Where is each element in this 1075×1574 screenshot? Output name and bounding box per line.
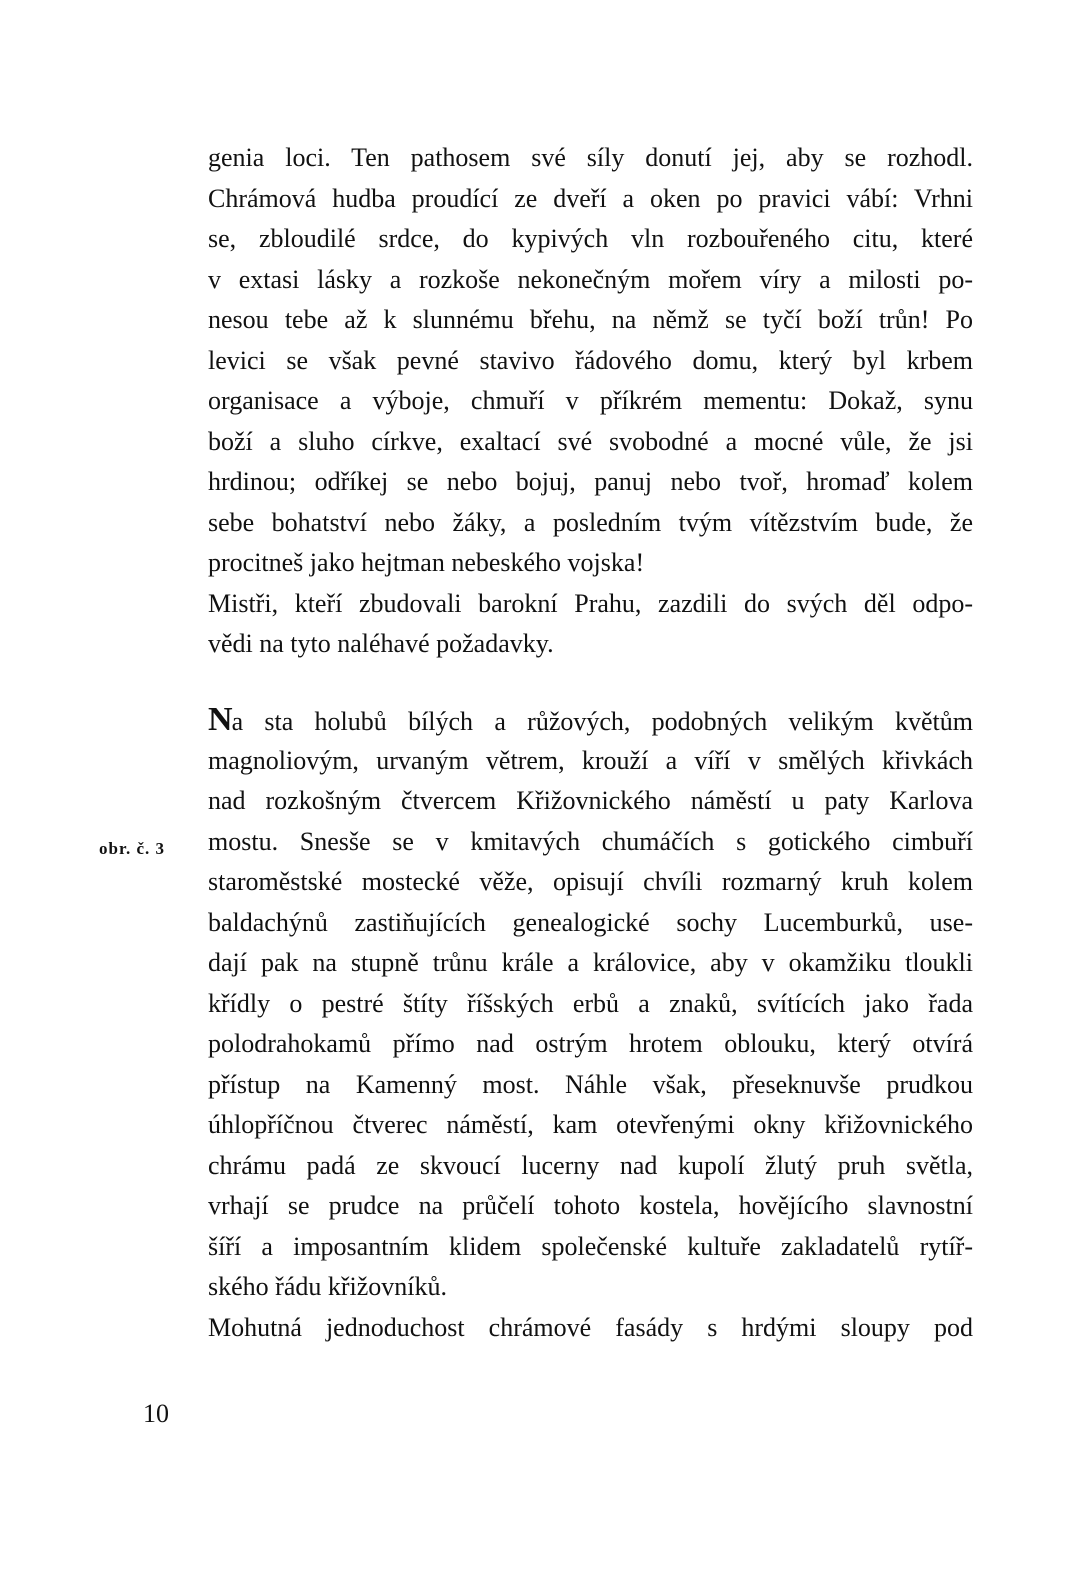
paragraph-4 bbox=[208, 1308, 973, 1349]
text-line: boží a sluho církve, exaltací své svobodné a mocné vůle, že jsi bbox=[208, 426, 973, 456]
text-line: sebe bohatství nebo žáky, a posledním tvým vítězstvím bude, že bbox=[208, 507, 973, 537]
text-line: přístup na Kamenný most. Náhle však, přeseknuvše prudkou bbox=[208, 1069, 973, 1099]
text-line: úhlopříčnou čtverec náměstí, kam otevřenými okny křižovnického bbox=[208, 1110, 973, 1139]
text-line: levici se však pevné stavivo řádového domu, který byl krbem bbox=[208, 345, 973, 375]
text-line: se, zbloudilé srdce, do kypivých vln rozbouřeného citu, které bbox=[208, 224, 973, 253]
text-line: v extasi lásky a rozkoše nekonečným mořem víry a milosti po- bbox=[208, 264, 973, 294]
text-line: procitneš jako hejtman nebeského vojska! bbox=[208, 548, 645, 577]
text-line: magnoliovým, urvaným větrem, krouží a víří v smělých křivkách bbox=[208, 745, 973, 775]
text-line: hrdinou; odříkej se nebo bojuj, panuj nebo tvoř, hromaď kolem bbox=[208, 467, 973, 496]
text-line: Mistři, kteří zbudovali barokní Prahu, zazdili do svých děl odpo- bbox=[208, 588, 973, 618]
text-line: Mohutná jednoduchost chrámové fasády s hrdými sloupy pod bbox=[208, 1312, 973, 1342]
text-line-rest: a sta holubů bílých a růžových, podobných velikým květům bbox=[231, 707, 973, 736]
paragraph-1 bbox=[208, 138, 973, 584]
drop-cap: N bbox=[208, 701, 232, 738]
text-block-bottom bbox=[208, 700, 973, 1348]
page-number: 10 bbox=[143, 1399, 169, 1428]
text-line: šíří a imposantním klidem společenské kultuře zakladatelů rytíř- bbox=[208, 1231, 973, 1261]
paragraph-3 bbox=[208, 700, 973, 1308]
figure-reference: obr. č. 3 bbox=[99, 839, 165, 858]
text-line: nad rozkošným čtvercem Křižovnického náměstí u paty Karlova bbox=[208, 786, 973, 815]
text-line: ského řádu křižovníků. bbox=[208, 1272, 448, 1301]
paragraph-2 bbox=[208, 584, 973, 665]
text-line: mostu. Snesše se v kmitavých chumáčích s gotického cimbuří bbox=[208, 826, 973, 856]
text-line: chrámu padá ze skvoucí lucerny nad kupolí žlutý pruh světla, bbox=[208, 1150, 973, 1180]
text-line: Chrámová hudba proudící ze dveří a oken po pravici vábí: Vrhni bbox=[208, 183, 973, 213]
text-line: polodrahokamů přímo nad ostrým hrotem oblouku, který otvírá bbox=[208, 1029, 973, 1058]
text-line: staroměstské mostecké věže, opisují chvíli rozmarný kruh kolem bbox=[208, 867, 973, 896]
text-line: dají pak na stupně trůnu krále a královice, aby v okamžiku tloukli bbox=[208, 948, 973, 977]
text-line: nesou tebe až k slunnému břehu, na němž se tyčí boží trůn! Po bbox=[208, 305, 973, 334]
text-line-first bbox=[208, 700, 973, 741]
text-line: vědi na tyto naléhavé požadavky. bbox=[208, 629, 554, 658]
text-line: genia loci. Ten pathosem své síly donutí jej, aby se rozhodl. bbox=[208, 143, 973, 172]
text-block-top bbox=[208, 138, 973, 665]
text-line: organisace a výboje, chmuří v příkrém mementu: Dokaž, synu bbox=[208, 386, 973, 415]
text-line: baldachýnů zastiňujících genealogické sochy Lucemburků, use- bbox=[208, 907, 973, 937]
text-line: vrhají se prudce na průčelí tohoto kostela, hovějícího slavnostní bbox=[208, 1191, 973, 1220]
text-line: křídly o pestré štíty říšských erbů a znaků, svítících jako řada bbox=[208, 988, 973, 1018]
